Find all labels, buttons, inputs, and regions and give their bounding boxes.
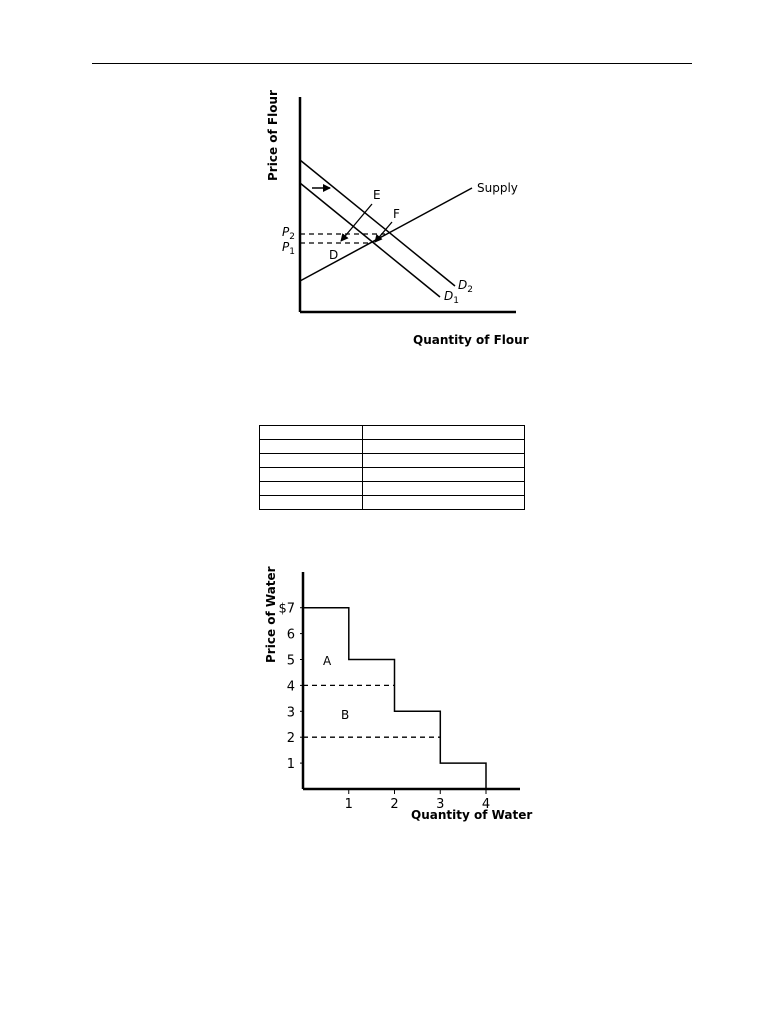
x-tick-label: 4 — [481, 797, 491, 812]
region-label-f: F — [393, 207, 400, 221]
price-label-p1: $P_1$ — [282, 240, 295, 257]
table-cell — [260, 426, 363, 440]
blank-table — [259, 425, 525, 510]
region-label-a: A — [323, 654, 332, 668]
region-label-d: D — [329, 248, 339, 262]
table-cell — [363, 440, 525, 454]
table-cell — [363, 454, 525, 468]
table-row — [260, 440, 525, 454]
x-tick-label: 3 — [436, 797, 445, 812]
y-tick-label: 3 — [286, 705, 295, 721]
x-tick-label: 2 — [390, 797, 399, 812]
table-row — [260, 496, 525, 510]
table-row — [260, 482, 525, 496]
table-cell — [363, 426, 525, 440]
table-row — [260, 426, 525, 440]
table-row — [260, 454, 525, 468]
region-label-e: E — [373, 188, 381, 202]
table-cell — [363, 482, 525, 496]
water-demand-step-line — [303, 608, 486, 789]
supply-curve — [300, 188, 472, 281]
flour-y-axis-title: Price of Flour — [266, 90, 280, 181]
table-cell — [260, 482, 363, 496]
y-tick-label: 1 — [286, 757, 295, 773]
price-label-p2: $P_2$ — [282, 225, 295, 242]
table-cell — [260, 468, 363, 482]
table-cell — [260, 440, 363, 454]
demand-label-d1: $D_1$ — [444, 289, 459, 306]
flour-x-axis-title: Quantity of Flour — [413, 333, 529, 347]
y-tick-label: 5 — [286, 653, 295, 669]
table-cell — [363, 468, 525, 482]
table-cell — [260, 496, 363, 510]
water-x-axis-title: Quantity of Water — [411, 808, 533, 822]
region-label-b: B — [341, 708, 350, 722]
y-tick-label: 6 — [286, 627, 295, 643]
pointer-arrow-e-icon — [341, 204, 372, 241]
supply-label: Supply — [477, 181, 518, 195]
y-tick-label: 2 — [286, 731, 295, 747]
table-cell — [363, 496, 525, 510]
flour-market-figure — [0, 0, 784, 400]
table-cell — [260, 454, 363, 468]
table-row — [260, 468, 525, 482]
demand-curve-d1 — [300, 183, 440, 297]
y-tick-label: 4 — [286, 679, 295, 695]
water-y-axis-title: Price of Water — [264, 566, 278, 663]
demand-label-d2: $D_2$ — [458, 278, 473, 295]
x-tick-label: 1 — [344, 797, 353, 812]
demand-curve-d2 — [300, 160, 455, 286]
y-tick-label: $7 — [278, 601, 295, 617]
